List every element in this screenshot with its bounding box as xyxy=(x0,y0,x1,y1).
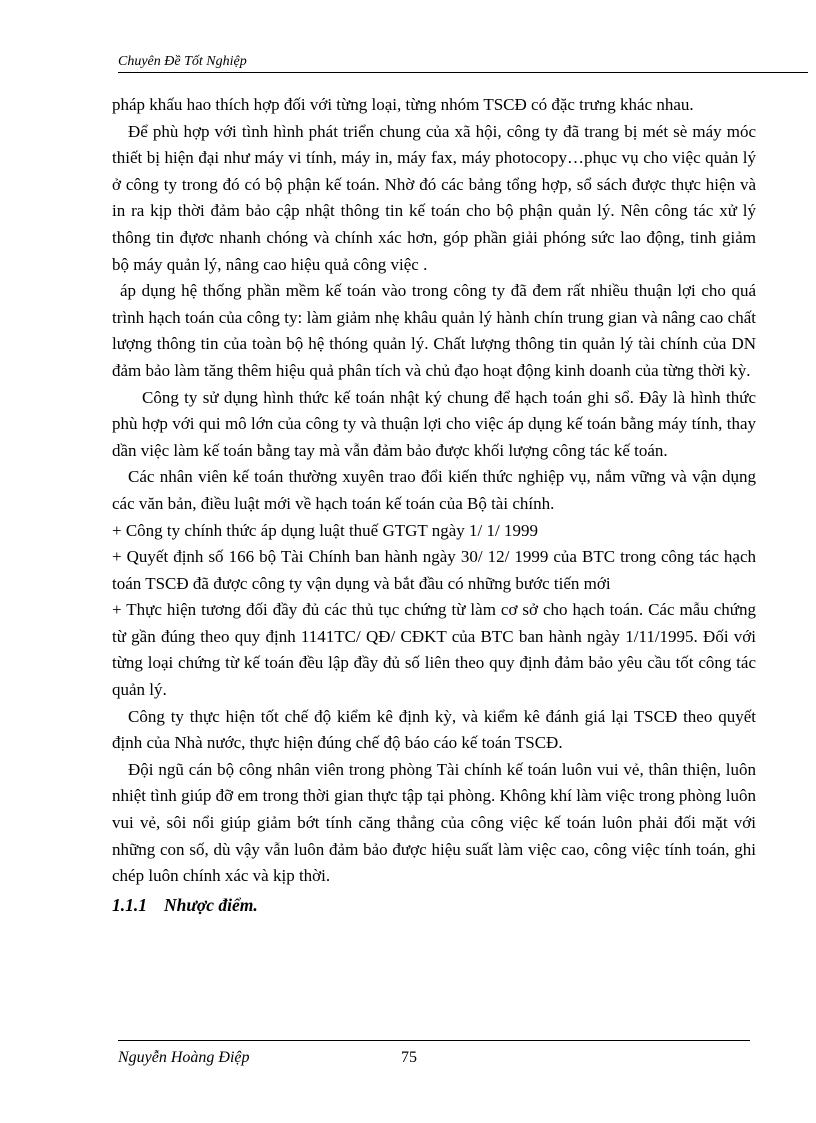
paragraph: áp dụng hệ thống phần mềm kế toán vào trong công ty đã đem rất nhiều thuận lợi cho quá trình hạch toán của công ty: làm giảm nhẹ khâu quản lý hành chín trung gian và nâng cao chất lượng thông tin của toàn bộ hệ thóng quản lý. Chất lượng thông tin quản lý tài chính của DN đảm bảo làm tăng thêm hiệu quả phân tích và chủ đạo hoạt động kinh doanh của từng thời kỳ. xyxy=(112,281,756,380)
page-footer xyxy=(118,1040,750,1071)
page-header xyxy=(118,52,808,73)
paragraph: Công ty thực hiện tốt chế độ kiểm kê định kỳ, và kiểm kê đánh giá lại TSCĐ theo quyết định của Nhà nước, thực hiện đúng chế độ báo cáo kế toán TSCĐ. xyxy=(112,706,756,753)
list-item: + Thực hiện tương đối đầy đủ các thủ tục chứng từ làm cơ sở cho hạch toán. Các mẫu chứng từ gần đúng theo quy định 1141TC/ QĐ/ CĐKT của BTC ban hành ngày 1/11/1995. Đối với từng loại chứng từ kế toán đều lập đầy đủ số liên theo quy định đảm bảo yêu cầu tốt công tác quản lý. xyxy=(112,600,756,700)
paragraph: Để phù hợp với tình hình phát triển chung của xã hội, công ty đã trang bị mét sè máy móc thiết bị hiện đại như máy vi tính, máy in, máy fax, máy photocopy…phục vụ cho việc quản lý ở công ty trong đó có bộ phận kế toán. Nhờ đó các bảng tổng hợp, sổ sách được thực hiện và in ra kịp thời đảm bảo cập nhật thông tin kế toán cho bộ phận quản lý. Nên công tác xử lý thông tin đựơc nhanh chóng và chính xác hơn, góp phần giải phóng sức lao động, tinh giảm bộ máy quản lý, nâng cao hiệu quả công việc . xyxy=(112,121,756,274)
paragraph: Đội ngũ cán bộ công nhân viên trong phòng Tài chính kế toán luôn vui vẻ, thân thiện, luôn nhiệt tình giúp đỡ em trong thời gian thực tập tại phòng. Không khí làm việc trong phòng luôn vui vẻ, sôi nổi giúp giảm bớt tính căng thẳng của công việc kế toán luôn phải đối mặt với những con số, dù vậy vẫn luôn đảm bảo được hiệu suất làm việc cao, công việc tính toán, ghi chép luôn chính xác và kịp thời. xyxy=(112,759,756,886)
paragraph: Công ty sử dụng hình thức kế toán nhật ký chung để hạch toán ghi sổ. Đây là hình thức phù hợp với qui mô lớn của công ty và thuận lợi cho việc áp dụng kế toán bằng máy tính, thay dần việc làm kế toán bằng tay mà vẫn đảm bảo được khối lượng công tác kế toán. xyxy=(112,387,756,460)
list-item: + Công ty chính thức áp dụng luật thuế GTGT ngày 1/ 1/ 1999 xyxy=(112,520,538,540)
section-heading xyxy=(112,892,756,919)
footer-author: Nguyễn Hoàng Điệp xyxy=(118,1049,250,1066)
page-number: 75 xyxy=(401,1049,417,1066)
paragraph: pháp khấu hao thích hợp đối với từng loại, từng nhóm TSCĐ có đặc trưng khác nhau. xyxy=(112,95,694,114)
section-number: 1.1.1 xyxy=(112,894,147,915)
paragraph: Các nhân viên kế toán thường xuyên trao đổi kiến thức nghiệp vụ, nắm vững và vận dụng các văn bản, điều luật mới về hạch toán kế toán của Bộ tài chính. xyxy=(112,467,756,513)
list-item: + Quyết định số 166 bộ Tài Chính ban hành ngày 30/ 12/ 1999 của BTC trong công tác hạch toán TSCĐ đã được công ty vận dụng và bắt đầu có những bước tiến mới xyxy=(112,547,756,593)
header-title: Chuyên Đề Tốt Nghiệp xyxy=(118,54,247,69)
section-title: Nhược điểm. xyxy=(164,894,258,915)
document-body xyxy=(112,92,756,918)
